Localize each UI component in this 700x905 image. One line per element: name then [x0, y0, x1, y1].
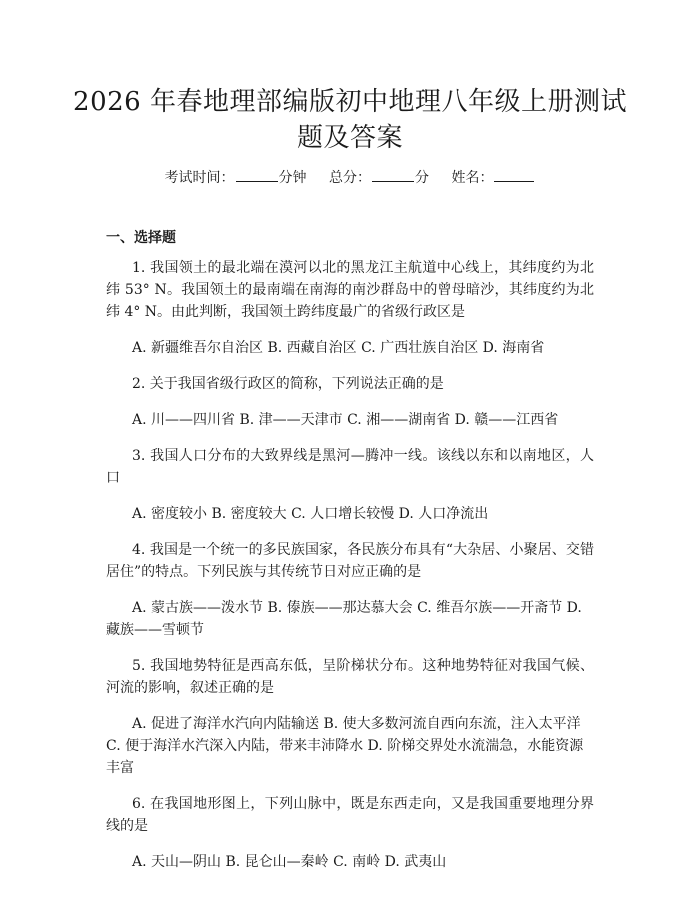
question-5-stem: 5. 我国地势特征是西高东低，呈阶梯状分布。这种地势特征对我国气候、河流的影响，叙述正确的是 [106, 658, 594, 696]
total-score-field [329, 170, 429, 186]
exam-time-unit: 分钟 [278, 170, 307, 186]
name-label: 姓名： [451, 170, 494, 186]
question-4-options: A. 蒙古族——泼水节 B. 傣族——那达慕大会 C. 维吾尔族——开斋节 D. 藏族——雪顿节 [106, 600, 582, 638]
document-title: 2026 年春地理部编版初中地理八年级上册测试题及答案 [73, 87, 627, 153]
question-2-stem: 2. 关于我国省级行政区的简称，下列说法正确的是 [132, 376, 444, 392]
question-6-stem: 6. 在我国地形图上，下列山脉中，既是东西走向，又是我国重要地理分界线的是 [106, 796, 594, 834]
total-score-unit: 分 [415, 170, 429, 186]
question-2-options: A. 川——四川省 B. 津——天津市 C. 湘——湖南省 D. 赣——江西省 [132, 412, 559, 428]
name-field [451, 170, 535, 186]
exam-time-field [165, 170, 307, 186]
question-1-options: A. 新疆维吾尔自治区 B. 西藏自治区 C. 广西壮族自治区 D. 海南省 [132, 340, 545, 356]
question-6-options: A. 天山—阴山 B. 昆仑山—秦岭 C. 南岭 D. 武夷山 [132, 854, 447, 870]
section-heading: 一、选择题 [106, 230, 176, 246]
name-blank[interactable] [494, 167, 534, 182]
exam-info-line [0, 167, 700, 188]
question-3-stem: 3. 我国人口分布的大致界线是黑河—腾冲一线。该线以东和以南地区，人口 [106, 448, 594, 486]
question-1-stem: 1. 我国领土的最北端在漠河以北的黑龙江主航道中心线上，其纬度约为北纬 53° N。我国领土的最南端在南海的南沙群岛中的曾母暗沙，其纬度约为北纬 4° N。由此判断，我国领土跨纬度最广的省级行政区是 [106, 260, 594, 320]
total-score-blank[interactable] [372, 167, 414, 182]
question-3-options: A. 密度较小 B. 密度较大 C. 人口增长较慢 D. 人口净流出 [132, 506, 489, 522]
total-score-label: 总分： [329, 170, 371, 186]
question-5-options: A. 促进了海洋水汽向内陆输送 B. 使大多数河流自西向东流，注入太平洋 C. 便于海洋水汽深入内陆，带来丰沛降水 D. 阶梯交界处水流湍急，水能资源丰富 [106, 716, 584, 776]
exam-time-blank[interactable] [236, 167, 278, 182]
question-4-stem: 4. 我国是一个统一的多民族国家，各民族分布具有“大杂居、小聚居、交错居住”的特点。下列民族与其传统节日对应正确的是 [106, 542, 594, 580]
exam-time-label: 考试时间： [164, 170, 235, 186]
question-list [106, 257, 594, 887]
